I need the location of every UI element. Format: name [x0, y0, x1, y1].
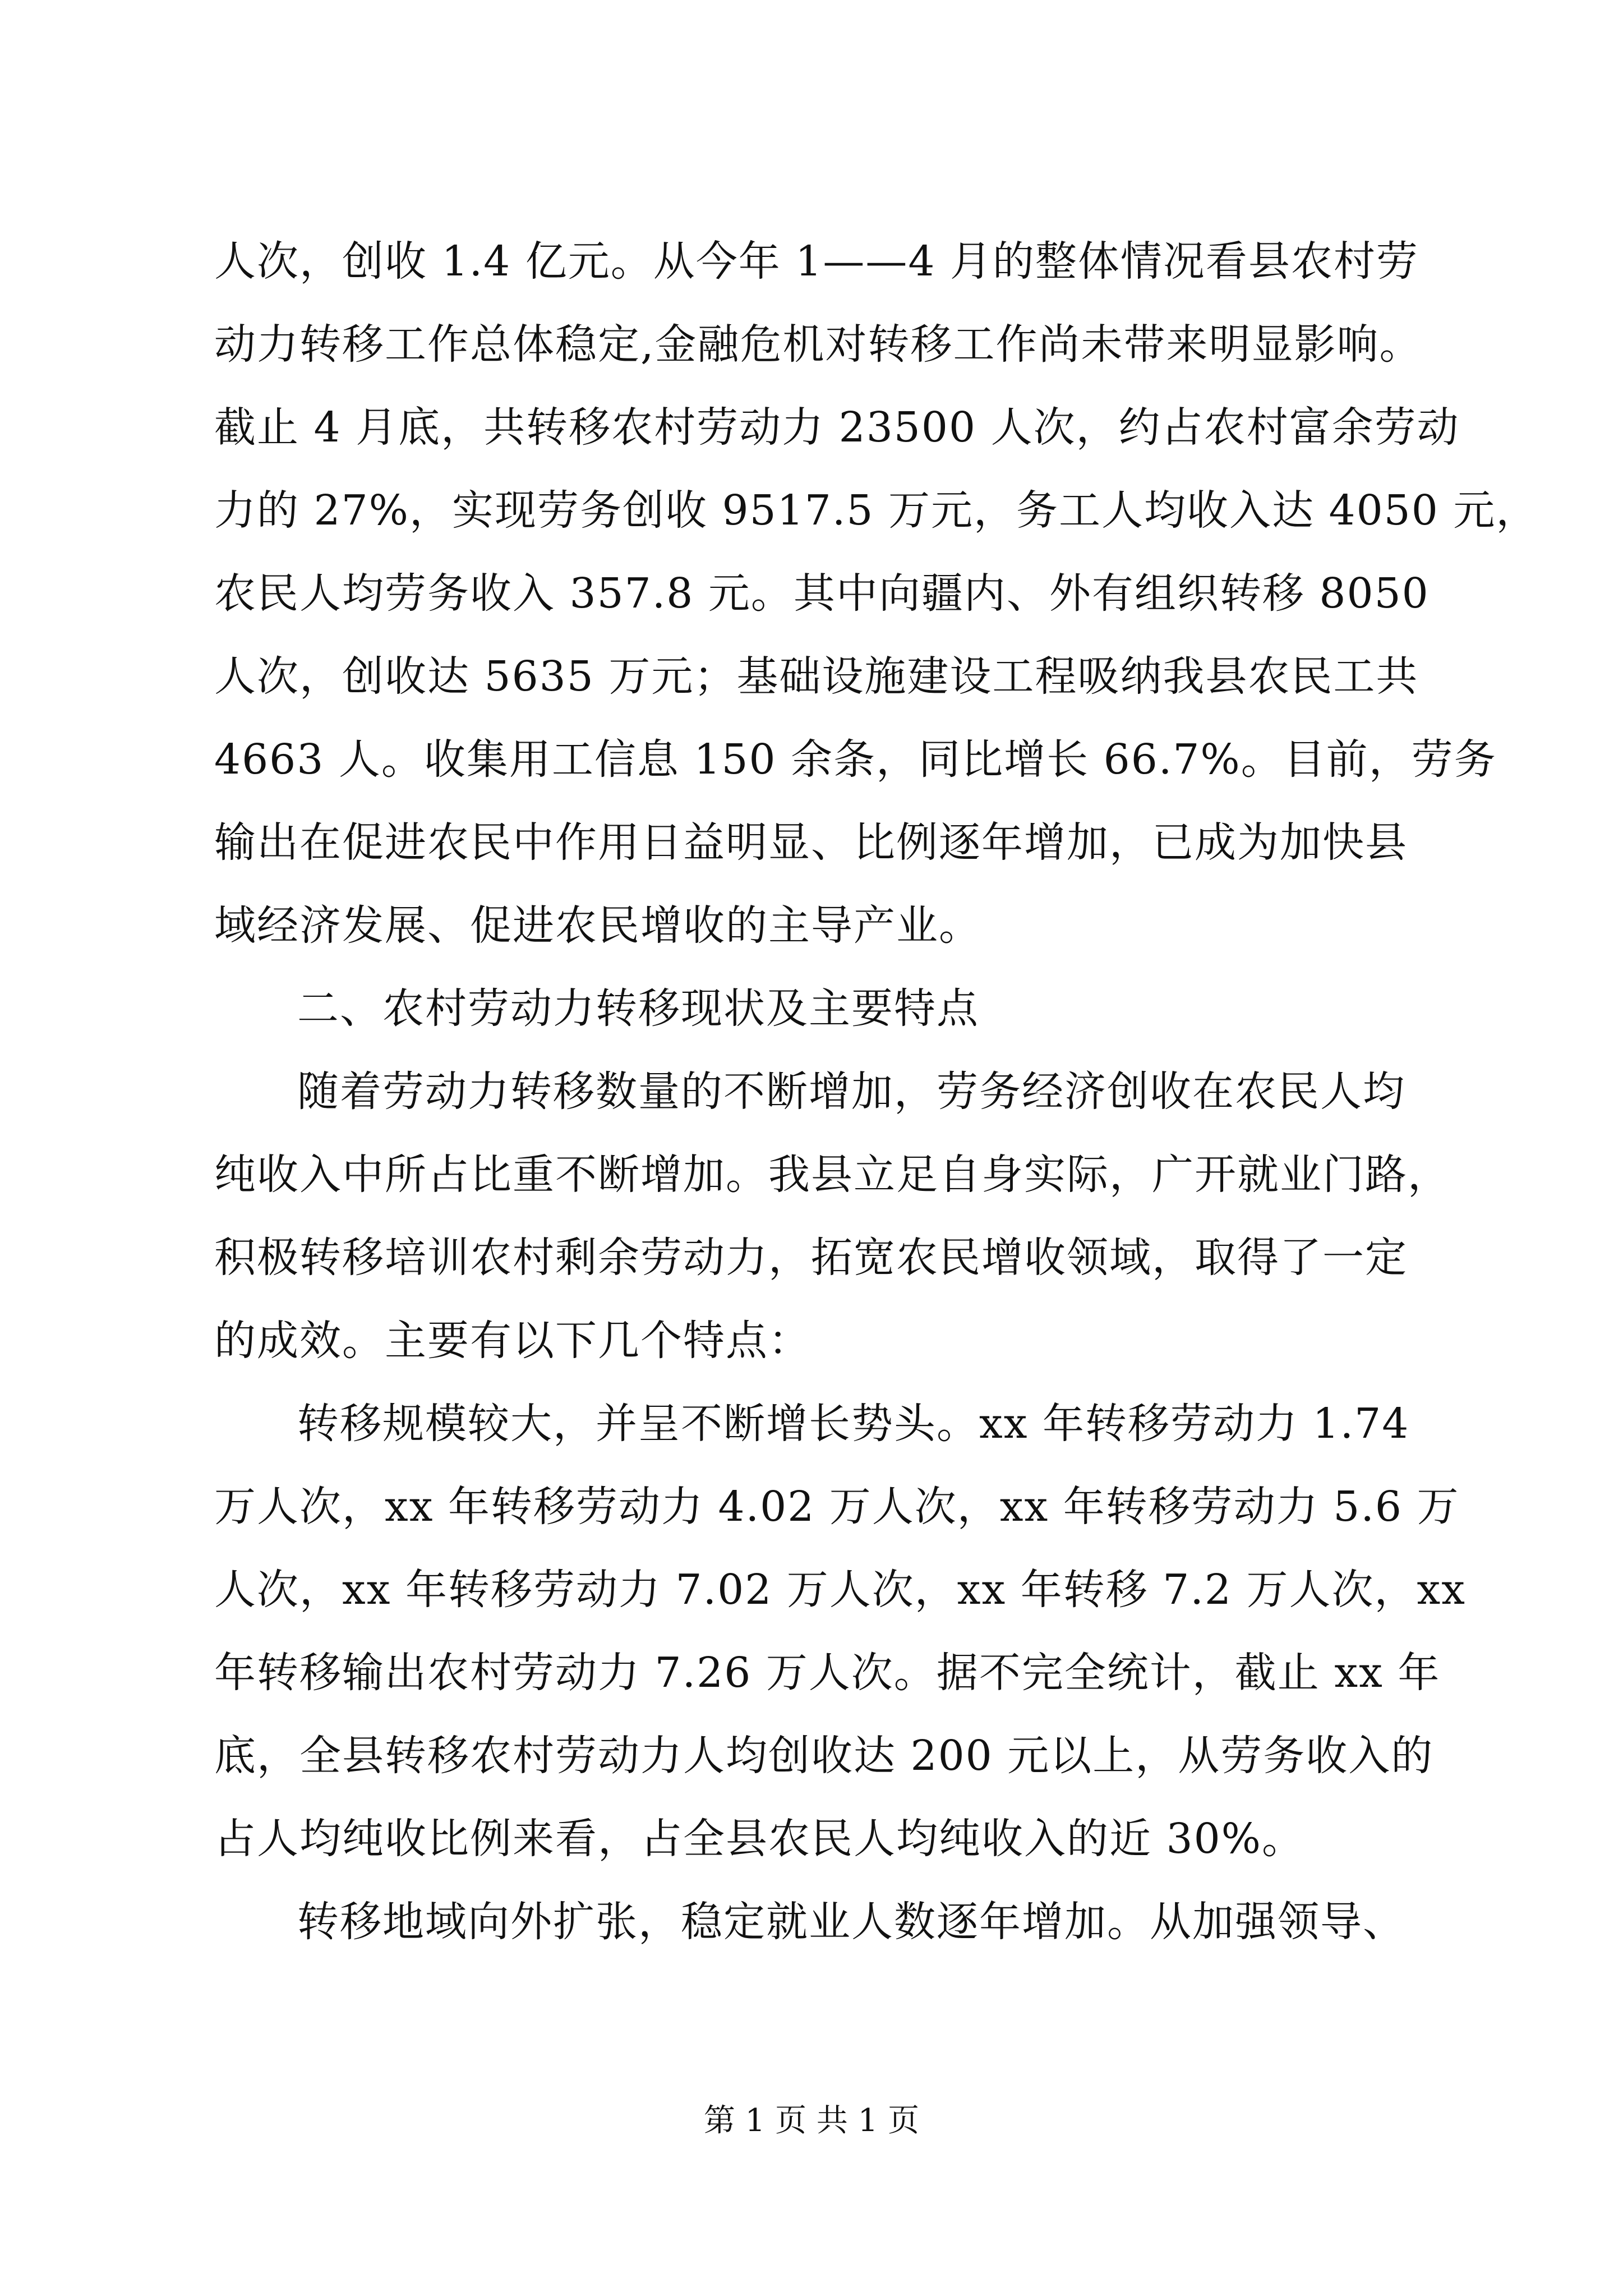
text-line-20: 占人均纯收比例来看，占全县农民人均纯收入的近 30%。: [214, 1815, 1304, 1863]
text-line-6: 人次，创收达 5635 万元；基础设施建设工程吸纳我县农民工共: [214, 652, 1419, 701]
text-line-14: 的成效。主要有以下几个特点：: [214, 1317, 811, 1365]
text-line-1: 人次，创收 1.4 亿元。从今年 1——4 月的整体情况看县农村劳: [214, 237, 1419, 286]
text-line-8: 输出在促进农民中作用日益明显、比例逐年增加，已成为加快县: [214, 818, 1408, 867]
section-heading: 二、农村劳动力转移现状及主要特点: [297, 984, 979, 1033]
text-line-13: 积极转移培训农村剩余劳动力，拓宽农民增收领域，取得了一定: [214, 1234, 1408, 1282]
text-line-11: 随着劳动力转移数量的不断增加，劳务经济创收在农民人均: [297, 1068, 1405, 1116]
text-line-21: 转移地域向外扩张，稳定就业人数逐年增加。从加强领导、: [297, 1898, 1405, 1946]
text-line-2: 动力转移工作总体稳定,金融危机对转移工作尚未带来明显影响。: [214, 320, 1422, 369]
text-line-16: 万人次，xx 年转移劳动力 4.02 万人次，xx 年转移劳动力 5.6 万: [214, 1483, 1460, 1531]
page-footer: 第 1 页 共 1 页: [703, 2102, 920, 2139]
text-line-12: 纯收入中所占比重不断增加。我县立足自身实际，广开就业门路，: [214, 1151, 1450, 1199]
text-line-18: 年转移输出农村劳动力 7.26 万人次。据不完全统计，截止 xx 年: [214, 1649, 1441, 1697]
text-line-5: 农民人均劳务收入 357.8 元。其中向疆内、外有组织转移 8050: [214, 569, 1430, 618]
text-line-19: 底，全县转移农村劳动力人均创收达 200 元以上，从劳务收入的: [214, 1732, 1434, 1780]
text-line-15: 转移规模较大，并呈不断增长势头。xx 年转移劳动力 1.74: [297, 1400, 1410, 1448]
text-line-3: 截止 4 月底，共转移农村劳动力 23500 人次，约占农村富余劳动: [214, 403, 1460, 452]
text-line-4: 力的 27%，实现劳务创收 9517.5 万元，务工人均收入达 4050 元，: [214, 486, 1539, 535]
text-line-9: 域经济发展、促进农民增收的主导产业。: [214, 901, 981, 950]
text-line-17: 人次，xx 年转移劳动力 7.02 万人次，xx 年转移 7.2 万人次，xx: [214, 1566, 1466, 1614]
text-line-7: 4663 人。收集用工信息 150 余条，同比增长 66.7%。目前，劳务: [214, 735, 1497, 784]
document-body: [214, 220, 1539, 1963]
